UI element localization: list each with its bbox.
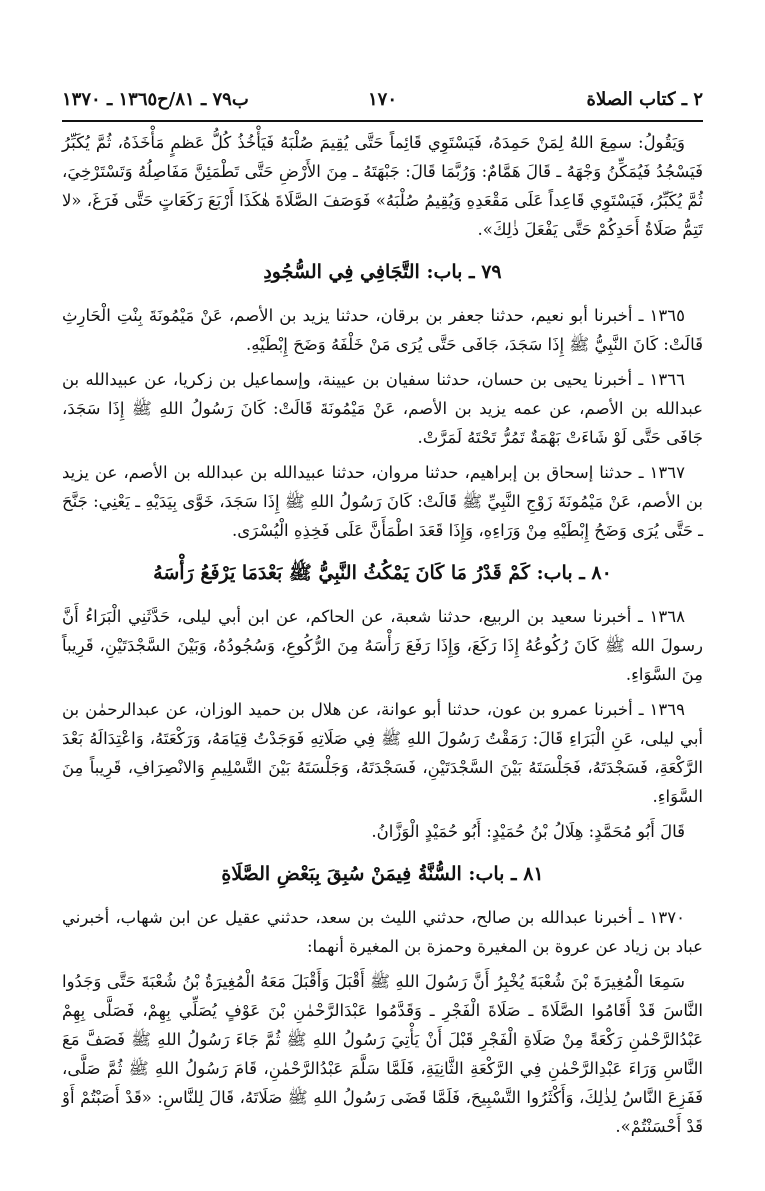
hadith-1370-chain: ١٣٧٠ ـ أخبرنا عبدالله بن صالح، حدثني الليث بن سعد، حدثني عقيل عن ابن شهاب، أخبرني عباد بن زياد عن عروة بن المغيرة وحمزة بن المغيرة أنهما:: [62, 908, 703, 956]
hadith-1366: ١٣٦٦ ـ أخبرنا يحيى بن حسان، حدثنا سفيان بن عيينة، وإسماعيل بن زكريا، عن عبيدالله بن عبدالله بن الأصم، عن عمه يزيد بن الأصم، عَنْ مَيْمُونَةَ قَالَتْ: كَانَ رَسُولُ اللهِ ﷺ إِذَا سَجَدَ، جَافَى حَتَّى لَوْ شَاءَتْ بَهْمَةٌ تَمُرُّ تَحْتَهُ لَمَرَّتْ.: [62, 370, 703, 447]
header-divider: [62, 120, 703, 122]
hadith-1367: ١٣٦٧ ـ حدثنا إسحاق بن إبراهيم، حدثنا مروان، حدثنا عبيدالله بن عبدالله بن الأصم، عن يزيد بن الأصم، عَنْ مَيْمُونَةَ زَوْجِ النَّبِيِّ ﷺ قَالَتْ: كَانَ رَسُولُ اللهِ ﷺ إِذَا سَجَدَ، خَوَّى بِيَدَيْهِ ـ يَعْنِي: جَنَّحَ ـ حَتَّى يُرَى وَضَحُ إِبْطَيْهِ مِنْ وَرَاءِهِ، وَإِذَا قَعَدَ اطْمَأَنَّ عَلَى فَخِذِهِ الْيُسْرَى.: [62, 463, 703, 540]
page-header: [62, 82, 703, 116]
hadith-1370-text: سَمِعَا الْمُغِيرَةَ بْنَ شُعْبَةَ يُخْبِرُ أَنَّ رَسُولَ اللهِ ﷺ أَقْبَلَ وَأَقْبَلَ مَعَهُ الْمُغِيرَةُ بْنُ شُعْبَةَ حَتَّى وَجَدُوا النَّاسَ قَدْ أَقَامُوا الصَّلَاةَ ـ صَلَاةَ الْفَجْرِ ـ وَقَدَّمُوا عَبْدَالرَّحْمٰنِ بْنَ عَوْفٍ يُصَلِّي بِهِمْ، فَصَلَّى بِهِمْ عَبْدُالرَّحْمٰنِ رَكْعَةً مِنْ صَلَاةِ الْفَجْرِ قَبْلَ أَنْ يَأْتِيَ رَسُولُ اللهِ ﷺ ثُمَّ جَاءَ رَسُولُ اللهِ ﷺ فَصَفَّ مَعَ النَّاسِ وَرَاءَ عَبْدِالرَّحْمٰنِ فِي الرَّكْعَةِ الثَّانِيَةِ، فَلَمَّا سَلَّمَ عَبْدُالرَّحْمٰنِ، قَامَ رَسُولُ اللهِ ﷺ ثُمَّ صَلَّى، فَفَزِعَ النَّاسُ لِذٰلِكَ، وَأَكْثَرُوا التَّسْبِيحَ، فَلَمَّا قَضَى رَسُولُ اللهِ ﷺ صَلَاتَهُ، قَالَ لِلنَّاسِ: «قَدْ أَصَبْتُمْ أَوْ قَدْ أَحْسَنْتُمْ».: [62, 972, 703, 1136]
hadith-1368: ١٣٦٨ ـ أخبرنا سعيد بن الربيع، حدثنا شعبة، عن الحاكم، عن ابن أبي ليلى، حَدَّثَنِي الْبَرَاءُ أَنَّ رسولَ الله ﷺ كَانَ رُكُوعُهُ إِذَا رَكَعَ، وَإِذَا رَفَعَ رَأْسَهُ مِنَ الرُّكُوعِ، وَسُجُودُهُ، وَبَيْنَ السَّجْدَتَيْنِ، قَرِيباً مِنَ السَّوَاءِ.: [62, 607, 703, 684]
intro-paragraph: وَيَقُولُ: سمِعَ اللهُ لِمَنْ حَمِدَهُ، فَيَسْتَوِي قَائِماً حَتَّى يُقِيمَ صُلْبَهُ فَيَأْخُذُ كُلُّ عَظمٍ مَأْخَذَهُ، ثُمَّ يُكَبِّرُ فَيَسْجُدُ فَيُمَكِّنُ وَجْهَهُ ـ قَالَ هَمَّامٌ: وَرُبَّمَا قَالَ: جَبْهَتَهُ ـ مِنَ الأَرْضِ حَتَّى تَطْمَئِنَّ مَفَاصِلُهُ وَتَسْتَرْخِيَ، ثُمَّ يُكَبِّرُ، فَيَسْتَوِي قَاعِداً عَلَى مَقْعَدِهِ وَيُقِيمُ صُلْبَهُ» فَوَصَفَ الصَّلَاةَ هٰكَذَا أَرْبَعَ رَكَعَاتٍ حَتَّى فَرَغَ، «لا تَتِمُّ صَلَاةُ أَحَدِكُمْ حَتَّى يَفْعَلَ ذٰلِكَ».: [62, 133, 703, 239]
page-number: ١٧٠: [367, 88, 397, 110]
chapter-heading-80: ٨٠ ـ باب: كَمْ قَدْرُ مَا كَانَ يَمْكُثُ النَّبِيُّ ﷺ بَعْدَمَا يَرْفَعُ رَأْسَهُ: [153, 562, 612, 584]
hadith-1365: ١٣٦٥ ـ أخبرنا أبو نعيم، حدثنا جعفر بن برقان، حدثنا يزيد بن الأصم، عَنْ مَيْمُونَةَ بِنْتِ الْحَارِثِ قَالَتْ: كَانَ النَّبِيُّ ﷺ إِذَا سَجَدَ، جَافَى حَتَّى يُرَى مَنْ خَلْفَهُ وَضَحَ إِبْطَيْهِ.: [62, 306, 703, 354]
chapter-heading-79: ٧٩ ـ باب: التَّجَافِي فِي السُّجُودِ: [263, 261, 502, 283]
note-1369: قَالَ أَبُو مُحَمَّدٍ: هِلَالُ بْنُ حُمَيْدٍ: أَبُو حُمَيْدٍ الْوَزَّانُ.: [371, 822, 685, 841]
page-body: [62, 128, 703, 1147]
book-title: ٢ ـ كتاب الصلاة: [586, 88, 703, 110]
chapter-heading-81: ٨١ ـ باب: السُّنَّةُ فِيمَنْ سُبِقَ بِبَعْضِ الصَّلَاةِ: [221, 863, 544, 885]
hadith-1369: ١٣٦٩ ـ أخبرنا عمرو بن عون، حدثنا أبو عوانة، عن هلال بن حميد الوزان، عن عبدالرحمٰن بن أبي ليلى، عَنِ الْبَرَاءِ قَالَ: رَمَقْتُ رَسُولَ اللهِ ﷺ فِي صَلَاتِهِ فَوَجَدْتُ قِيَامَهُ، وَرَكْعَتَهُ، وَاعْتِدَالَهُ بَعْدَ الرَّكْعَةِ، فَسَجْدَتَهُ، فَجَلْسَتَهُ بَيْنَ السَّجْدَتَيْنِ، فَسَجْدَتَهُ، وَجَلْسَتَهُ بَيْنَ التَّسْلِيمِ وَالانْصِرَافِ، قَرِيباً مِنَ السَّوَاءِ.: [62, 700, 703, 806]
chapter-range: ب٧٩ ـ ٨١/ح١٣٦٥ ـ ١٣٧٠: [62, 88, 249, 110]
